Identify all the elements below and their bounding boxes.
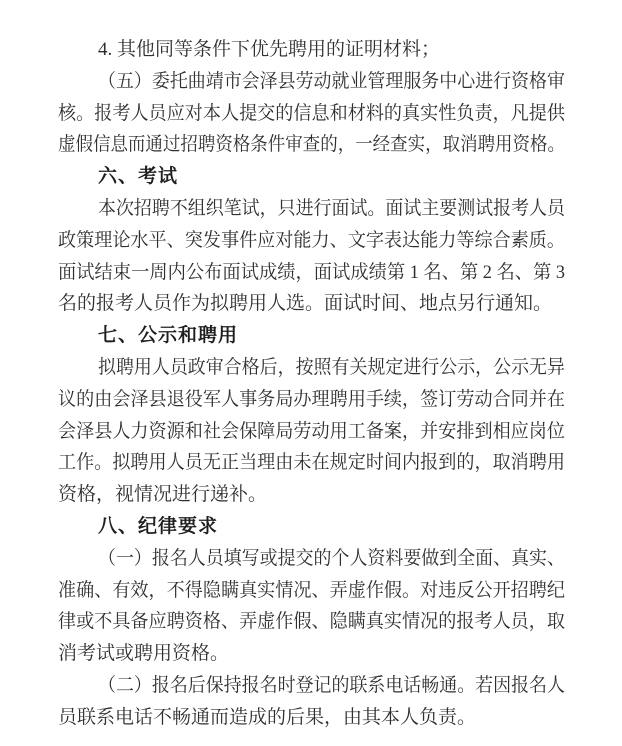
line-text: 核。报考人员应对本人提交的信息和材料的真实性负责，凡提供	[58, 102, 566, 124]
text-line	[58, 638, 565, 670]
line-text: 八、纪律要求	[98, 515, 219, 537]
text-line	[58, 384, 565, 416]
line-text: 工作。拟聘用人员无正当理由未在规定时间内报到的，取消聘用	[58, 452, 566, 474]
section-heading	[58, 161, 565, 193]
line-text: 会泽县人力资源和社会保障局劳动用工备案，并安排到相应岗位	[58, 420, 566, 442]
text-line	[58, 702, 565, 734]
text-line	[58, 575, 565, 607]
text-line	[58, 416, 565, 448]
line-text: 虚假信息而通过招聘资格条件审查的，一经查实，取消聘用资格。	[58, 134, 565, 156]
line-text: 面试结束一周内公布面试成绩，面试成绩第 1 名、第 2 名、第 3	[58, 261, 566, 283]
text-line	[58, 447, 565, 479]
line-text: 名的报考人员作为拟聘用人选。面试时间、地点另行通知。	[58, 293, 553, 315]
text-line	[58, 606, 565, 638]
text-line	[58, 34, 565, 66]
section-heading	[58, 320, 565, 352]
text-line	[58, 352, 565, 384]
text-line	[58, 257, 565, 289]
text-line	[58, 479, 565, 511]
text-line	[58, 193, 565, 225]
line-text: 本次招聘不组织笔试，只进行面试。面试主要测试报考人员	[98, 197, 565, 219]
text-line	[58, 288, 565, 320]
line-text: 资格，视情况进行递补。	[58, 484, 268, 506]
text-line	[58, 670, 565, 702]
text-line	[58, 98, 565, 130]
text-line	[58, 543, 565, 575]
line-text: 律或不具备应聘资格、弄虚作假、隐瞒真实情况的报考人员，取	[58, 611, 566, 633]
line-text: 消考试或聘用资格。	[58, 643, 230, 665]
line-text: 六、考试	[98, 166, 179, 188]
line-text: 准确、有效，不得隐瞒真实情况、弄虚作假。对违反公开招聘纪	[58, 579, 566, 601]
line-text: 议的由会泽县退役军人事务局办理聘用手续，签订劳动合同并在	[58, 388, 566, 410]
text-line	[58, 225, 565, 257]
line-text: （一）报名人员填写或提交的个人资料要做到全面、真实、	[98, 547, 565, 569]
line-text: 政策理论水平、突发事件应对能力、文字表达能力等综合素质。	[58, 229, 566, 251]
line-text: （二）报名后保持报名时登记的联系电话畅通。若因报名人	[98, 674, 565, 696]
text-line	[58, 66, 565, 98]
line-text: 员联系电话不畅通而造成的后果，由其本人负责。	[58, 706, 477, 728]
line-text: 七、公示和聘用	[98, 325, 239, 347]
line-text: （五）委托曲靖市会泽县劳动就业管理服务中心进行资格审	[98, 70, 565, 92]
line-text: 拟聘用人员政审合格后，按照有关规定进行公示，公示无异	[98, 356, 565, 378]
text-line	[58, 129, 565, 161]
section-heading	[58, 511, 565, 543]
line-text: 4. 其他同等条件下优先聘用的证明材料；	[98, 39, 441, 60]
